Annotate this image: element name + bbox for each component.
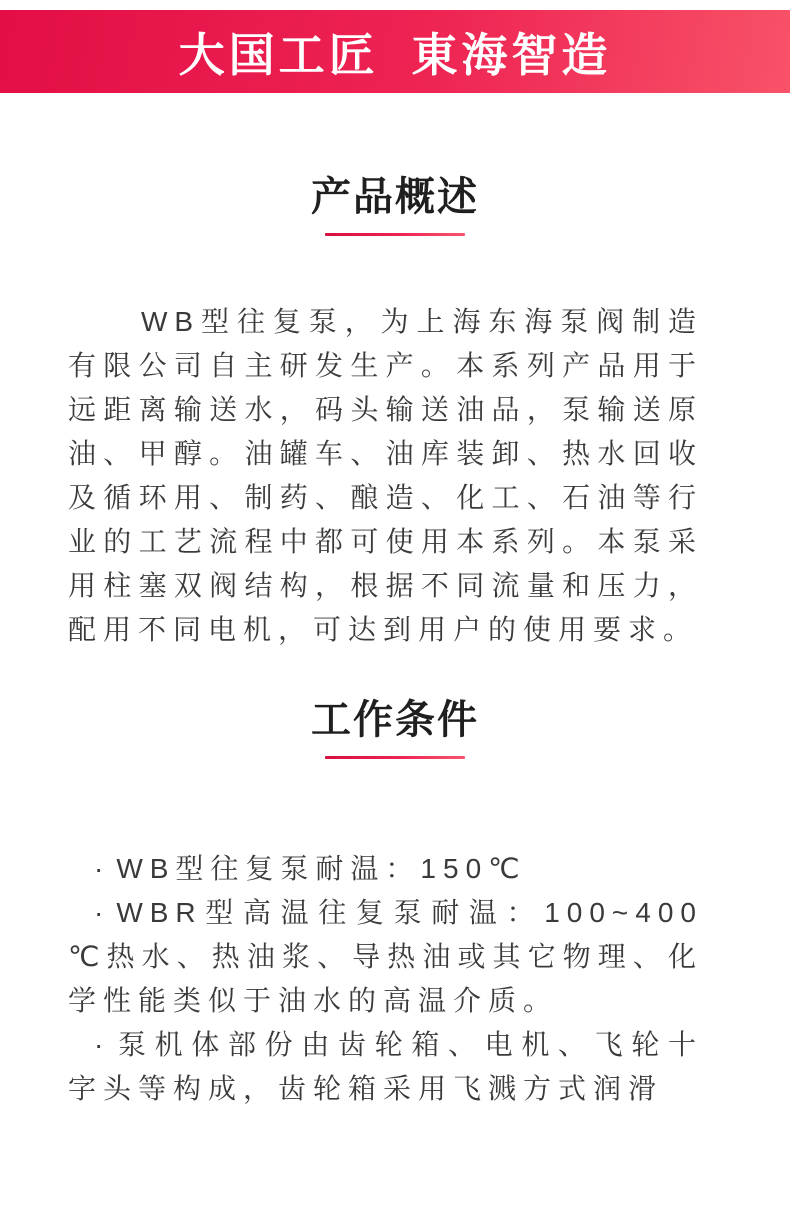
section-product-overview (0, 173, 790, 652)
working-conditions-title-underline (325, 756, 465, 759)
bullet-item-wbr-temp (68, 891, 703, 1023)
product-page (0, 10, 790, 1224)
bullet-text: WBR型高温往复泵耐温：100~400℃热水、热油浆、导热油或其它物理、化学性能类似于油水的高温介质。 (68, 897, 703, 1016)
bullet-text: 泵机体部份由齿轮箱、电机、飞轮十字头等构成，齿轮箱采用飞溅方式润滑 (68, 1029, 703, 1104)
bullet-marker: · (94, 1029, 111, 1060)
banner-title: 大国工匠 東海智造 (178, 28, 612, 81)
bullet-marker: · (94, 853, 111, 884)
working-conditions-list (68, 847, 703, 1111)
bullet-item-wb-temp (68, 847, 703, 891)
bullet-text: WB型往复泵耐温：150℃ (116, 853, 527, 884)
bullet-marker: · (94, 897, 111, 928)
bullet-item-pump-body (68, 1023, 703, 1111)
overview-title: 产品概述 (311, 175, 479, 219)
overview-title-underline (325, 233, 465, 236)
section-working-conditions (0, 696, 790, 1111)
banner (0, 10, 790, 93)
working-conditions-title: 工作条件 (311, 698, 479, 742)
overview-paragraph: WB型往复泵，为上海东海泵阀制造有限公司自主研发生产。本系列产品用于远距离输送水，码头输送油品，泵输送原油、甲醇。油罐车、油库装卸、热水回收及循环用、制药、酿造、化工、石油等行业的工艺流程中都可使用本系列。本泵采用柱塞双阀结构，根据不同流量和压力，配用不同电机，可达到用户的使用要求。 (68, 306, 703, 645)
